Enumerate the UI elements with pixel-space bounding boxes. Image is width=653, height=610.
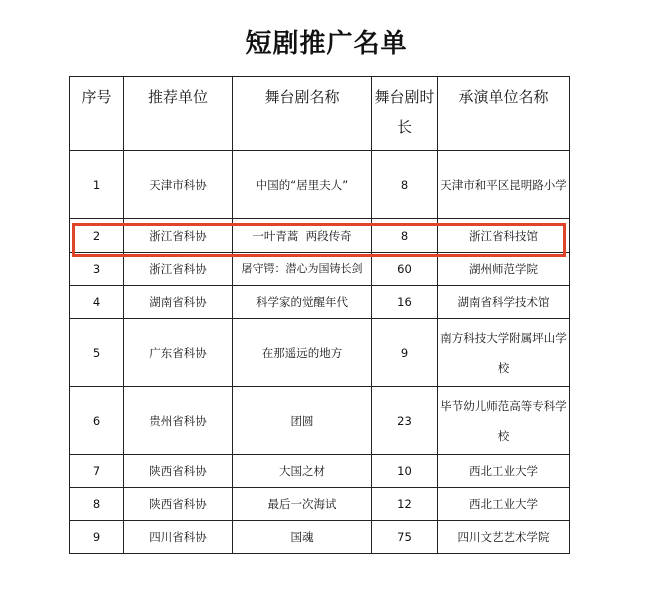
table-row xyxy=(70,319,570,387)
table-row xyxy=(70,521,570,554)
cell-recommender: 广东省科协 xyxy=(124,319,233,387)
header-seq: 序号 xyxy=(70,77,124,151)
cell-seq: 9 xyxy=(70,521,124,554)
table-row xyxy=(70,253,570,286)
cell-play-name: 科学家的觉醒年代 xyxy=(233,286,372,319)
cell-performer: 湖州师范学院 xyxy=(438,253,570,286)
cell-recommender: 陕西省科协 xyxy=(124,488,233,521)
cell-performer: 西北工业大学 xyxy=(438,455,570,488)
table-header-row xyxy=(70,77,570,151)
cell-duration: 23 xyxy=(372,387,438,455)
cell-play-name: 大国之材 xyxy=(233,455,372,488)
cell-performer: 南方科技大学附属坪山学校 xyxy=(438,319,570,387)
table-row xyxy=(70,219,570,253)
cell-recommender: 贵州省科协 xyxy=(124,387,233,455)
cell-seq: 5 xyxy=(70,319,124,387)
cell-recommender: 四川省科协 xyxy=(124,521,233,554)
cell-play-name: 中国的“居里夫人” xyxy=(233,151,372,219)
cell-play-name: 国魂 xyxy=(233,521,372,554)
cell-recommender: 天津市科协 xyxy=(124,151,233,219)
cell-recommender: 陕西省科协 xyxy=(124,455,233,488)
cell-performer: 天津市和平区昆明路小学 xyxy=(438,151,570,219)
header-recommender: 推荐单位 xyxy=(124,77,233,151)
cell-performer: 西北工业大学 xyxy=(438,488,570,521)
table-row xyxy=(70,455,570,488)
cell-duration: 75 xyxy=(372,521,438,554)
cell-performer: 湖南省科学技术馆 xyxy=(438,286,570,319)
cell-play-name: 一叶青蒿 两段传奇 xyxy=(233,219,372,253)
cell-duration: 8 xyxy=(372,219,438,253)
cell-seq: 6 xyxy=(70,387,124,455)
cell-seq: 4 xyxy=(70,286,124,319)
header-play-name: 舞台剧名称 xyxy=(233,77,372,151)
cell-duration: 12 xyxy=(372,488,438,521)
cell-duration: 9 xyxy=(372,319,438,387)
cell-play-name: 团圆 xyxy=(233,387,372,455)
cell-performer: 浙江省科技馆 xyxy=(438,219,570,253)
cell-seq: 2 xyxy=(70,219,124,253)
table-row xyxy=(70,151,570,219)
cell-duration: 60 xyxy=(372,253,438,286)
table-row xyxy=(70,387,570,455)
cell-seq: 3 xyxy=(70,253,124,286)
cell-seq: 1 xyxy=(70,151,124,219)
cell-duration: 8 xyxy=(372,151,438,219)
cell-performer: 四川文艺艺术学院 xyxy=(438,521,570,554)
cell-seq: 8 xyxy=(70,488,124,521)
header-duration: 舞台剧时长 xyxy=(372,77,438,151)
table-row xyxy=(70,488,570,521)
cell-recommender: 浙江省科协 xyxy=(124,253,233,286)
cell-recommender: 湖南省科协 xyxy=(124,286,233,319)
cell-play-name: 在那遥远的地方 xyxy=(233,319,372,387)
cell-duration: 10 xyxy=(372,455,438,488)
header-performer: 承演单位名称 xyxy=(438,77,570,151)
cell-performer: 毕节幼儿师范高等专科学校 xyxy=(438,387,570,455)
cell-play-name: 屠守锷：潜心为国铸长剑 xyxy=(233,253,372,286)
table-row xyxy=(70,286,570,319)
page-title: 短剧推广名单 xyxy=(245,29,408,59)
cell-play-name: 最后一次海试 xyxy=(233,488,372,521)
cell-recommender: 浙江省科协 xyxy=(124,219,233,253)
cell-duration: 16 xyxy=(372,286,438,319)
promotion-table xyxy=(69,76,570,554)
cell-seq: 7 xyxy=(70,455,124,488)
